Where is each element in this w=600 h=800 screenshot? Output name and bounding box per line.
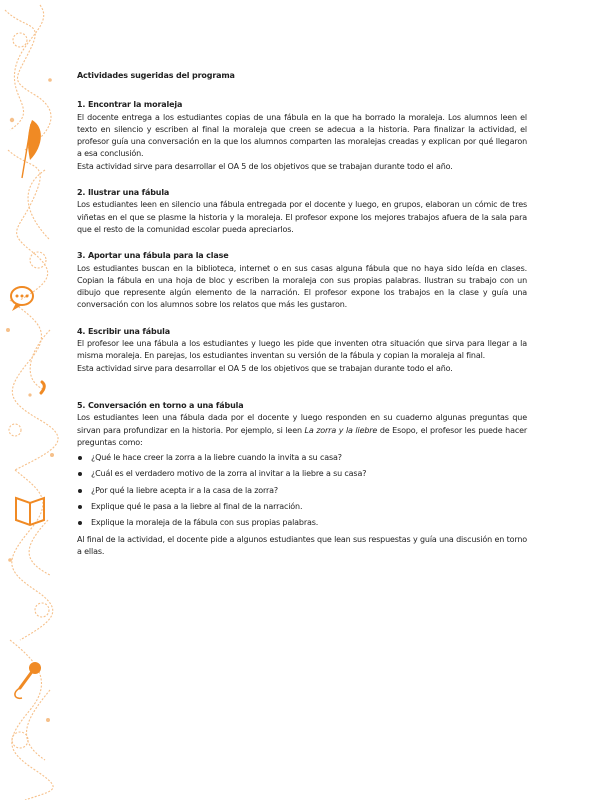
activity-2	[77, 187, 527, 236]
list-item: ¿Qué le hace creer la zorra a la liebre cuando la invita a su casa?	[77, 452, 527, 464]
activity-3	[77, 250, 527, 311]
list-item: ¿Por qué la liebre acepta ir a la casa de la zorra?	[77, 485, 527, 497]
section-note: Esta actividad sirve para desarrollar el OA 5 de los objetivos que se trabajan durante todo el año.	[77, 161, 453, 171]
fable-title: La zorra y la liebre	[304, 425, 378, 435]
section-title: 2. Ilustrar una fábula	[77, 188, 170, 198]
section-body: Los estudiantes buscan en la biblioteca, internet o en sus casas alguna fábula que no haya sido leída en clases. Copian la fábula en una hoja de bloc y escriben la moraleja con sus propias palabras. Ilustran su trabajo con un dibujo que represente algún elemento de la narración. El profesor expone los trabajos en la clase y guía una conversación con los alumnos sobre los relatos que más les gustaron.	[77, 263, 527, 310]
activity-5	[77, 400, 527, 558]
section-body: El profesor lee una fábula a los estudiantes y luego les pide que inventen otra situación que sirva para llegar a la misma moraleja. En parejas, los estudiantes inventan su versión de la fábula y copian la moraleja al final.	[77, 339, 527, 361]
section-closing: Al final de la actividad, el docente pide a algunos estudiantes que lean sus respuestas y guía una discusión en torno a ellas.	[77, 534, 527, 556]
section-note: Esta actividad sirve para desarrollar el OA 5 de los objetivos que se trabajan durante todo el año.	[77, 363, 453, 373]
section-title: 3. Aportar una fábula para la clase	[77, 251, 229, 261]
section-body	[77, 412, 527, 449]
open-book-icon	[16, 498, 44, 525]
page-title: Actividades sugeridas del programa	[77, 71, 235, 80]
body-end: de Esopo, el profesor les puede hacer preguntas como:	[77, 425, 527, 447]
section-body: Los estudiantes leen en silencio una fábula entregada por el docente y luego, en grupos, elaboran un cómic de tres viñetas en el que se plasme la historia y la moraleja. El profesor expone los mejores trabajos afuera de la sala para que el resto de la comunidad escolar pueda apreciarlos.	[77, 200, 527, 234]
feather-icon	[22, 120, 41, 178]
list-item: Explique la moraleja de la fábula con sus propias palabras.	[77, 517, 527, 529]
list-item: ¿Cuál es el verdadero motivo de la zorra al invitar a la liebre a su casa?	[77, 468, 527, 480]
section-title: 1. Encontrar la moraleja	[77, 100, 183, 110]
section-title: 5. Conversación en torno a una fábula	[77, 400, 244, 410]
body-start: Los estudiantes leen una fábula dada por el docente y luego responden en su cuaderno algunas preguntas que sirvan para profundizar en la historia. Por ejemplo, si leen	[77, 413, 527, 435]
section-title: 4. Escribir una fábula	[77, 326, 170, 336]
activity-4	[77, 326, 527, 375]
decorative-swirl-border	[0, 0, 62, 800]
microphone-icon	[15, 662, 41, 698]
document-body	[77, 70, 527, 558]
activity-1	[77, 99, 527, 173]
section-body: El docente entrega a los estudiantes copias de una fábula en la que ha borrado la moraleja. Los alumnos leen el texto en silencio y escriben al final la moraleja que creen se adecua a la historia. Para finalizar la actividad, el profesor guía una conversación en la que los alumnos comparten las moralejas creadas y explican por qué llegaron a esa conclusión.	[77, 112, 527, 159]
list-item: Explique qué le pasa a la liebre al final de la narración.	[77, 501, 527, 513]
question-list	[77, 452, 527, 529]
